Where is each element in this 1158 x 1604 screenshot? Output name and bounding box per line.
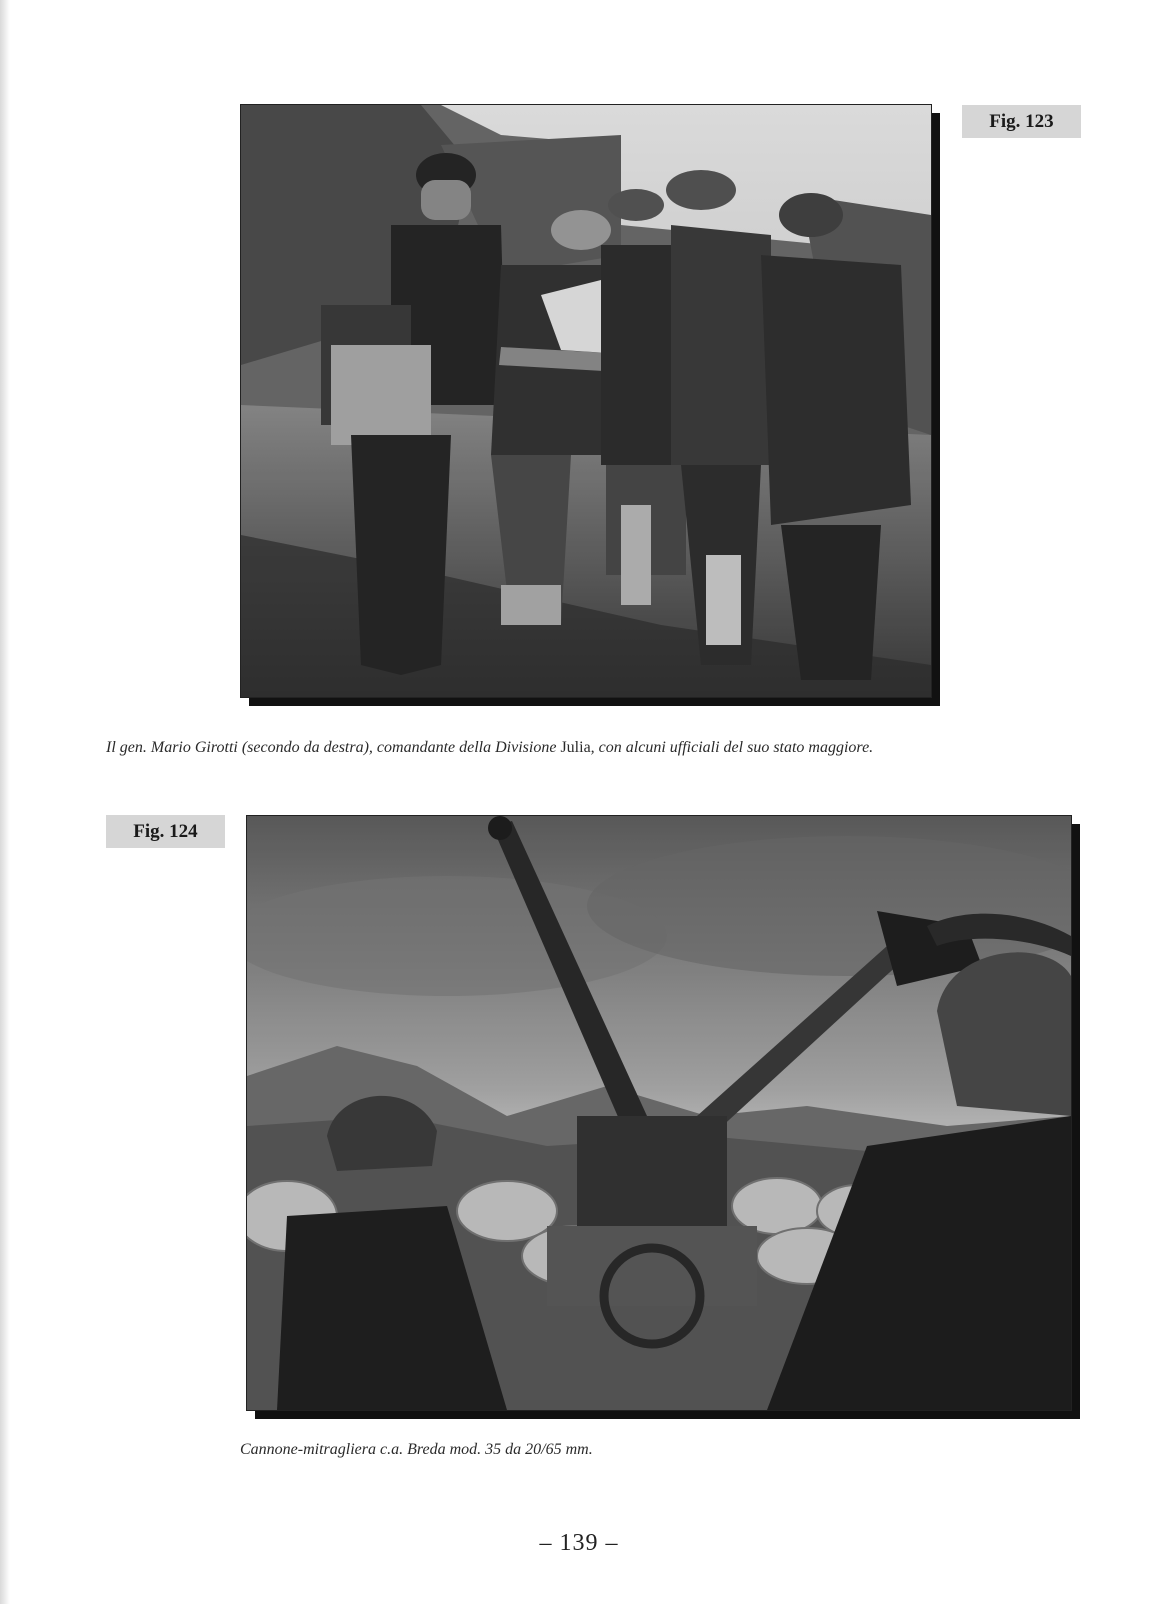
page-number: – 139 – [539,1530,619,1556]
caption-text: Il gen. Mario Girotti (secondo da destra), comandante della Divisione [106,739,561,756]
division-name: Julia [560,739,591,756]
photo-officers-with-map [240,104,932,698]
figure-123 [240,104,940,706]
fig-123-label: Fig. 123 [962,105,1081,138]
caption-text-end: , con alcuni ufficiali del suo stato maggiore. [590,739,874,756]
page-edge-shadow [0,0,10,1604]
fig-124-caption: Cannone-mitragliera c.a. Breda mod. 35 da 20/65 mm. [240,1441,593,1458]
fig-124-label: Fig. 124 [106,815,225,848]
photo-anti-aircraft-cannon [246,815,1072,1411]
figure-124 [246,815,1080,1419]
fig-123-caption [106,738,946,758]
